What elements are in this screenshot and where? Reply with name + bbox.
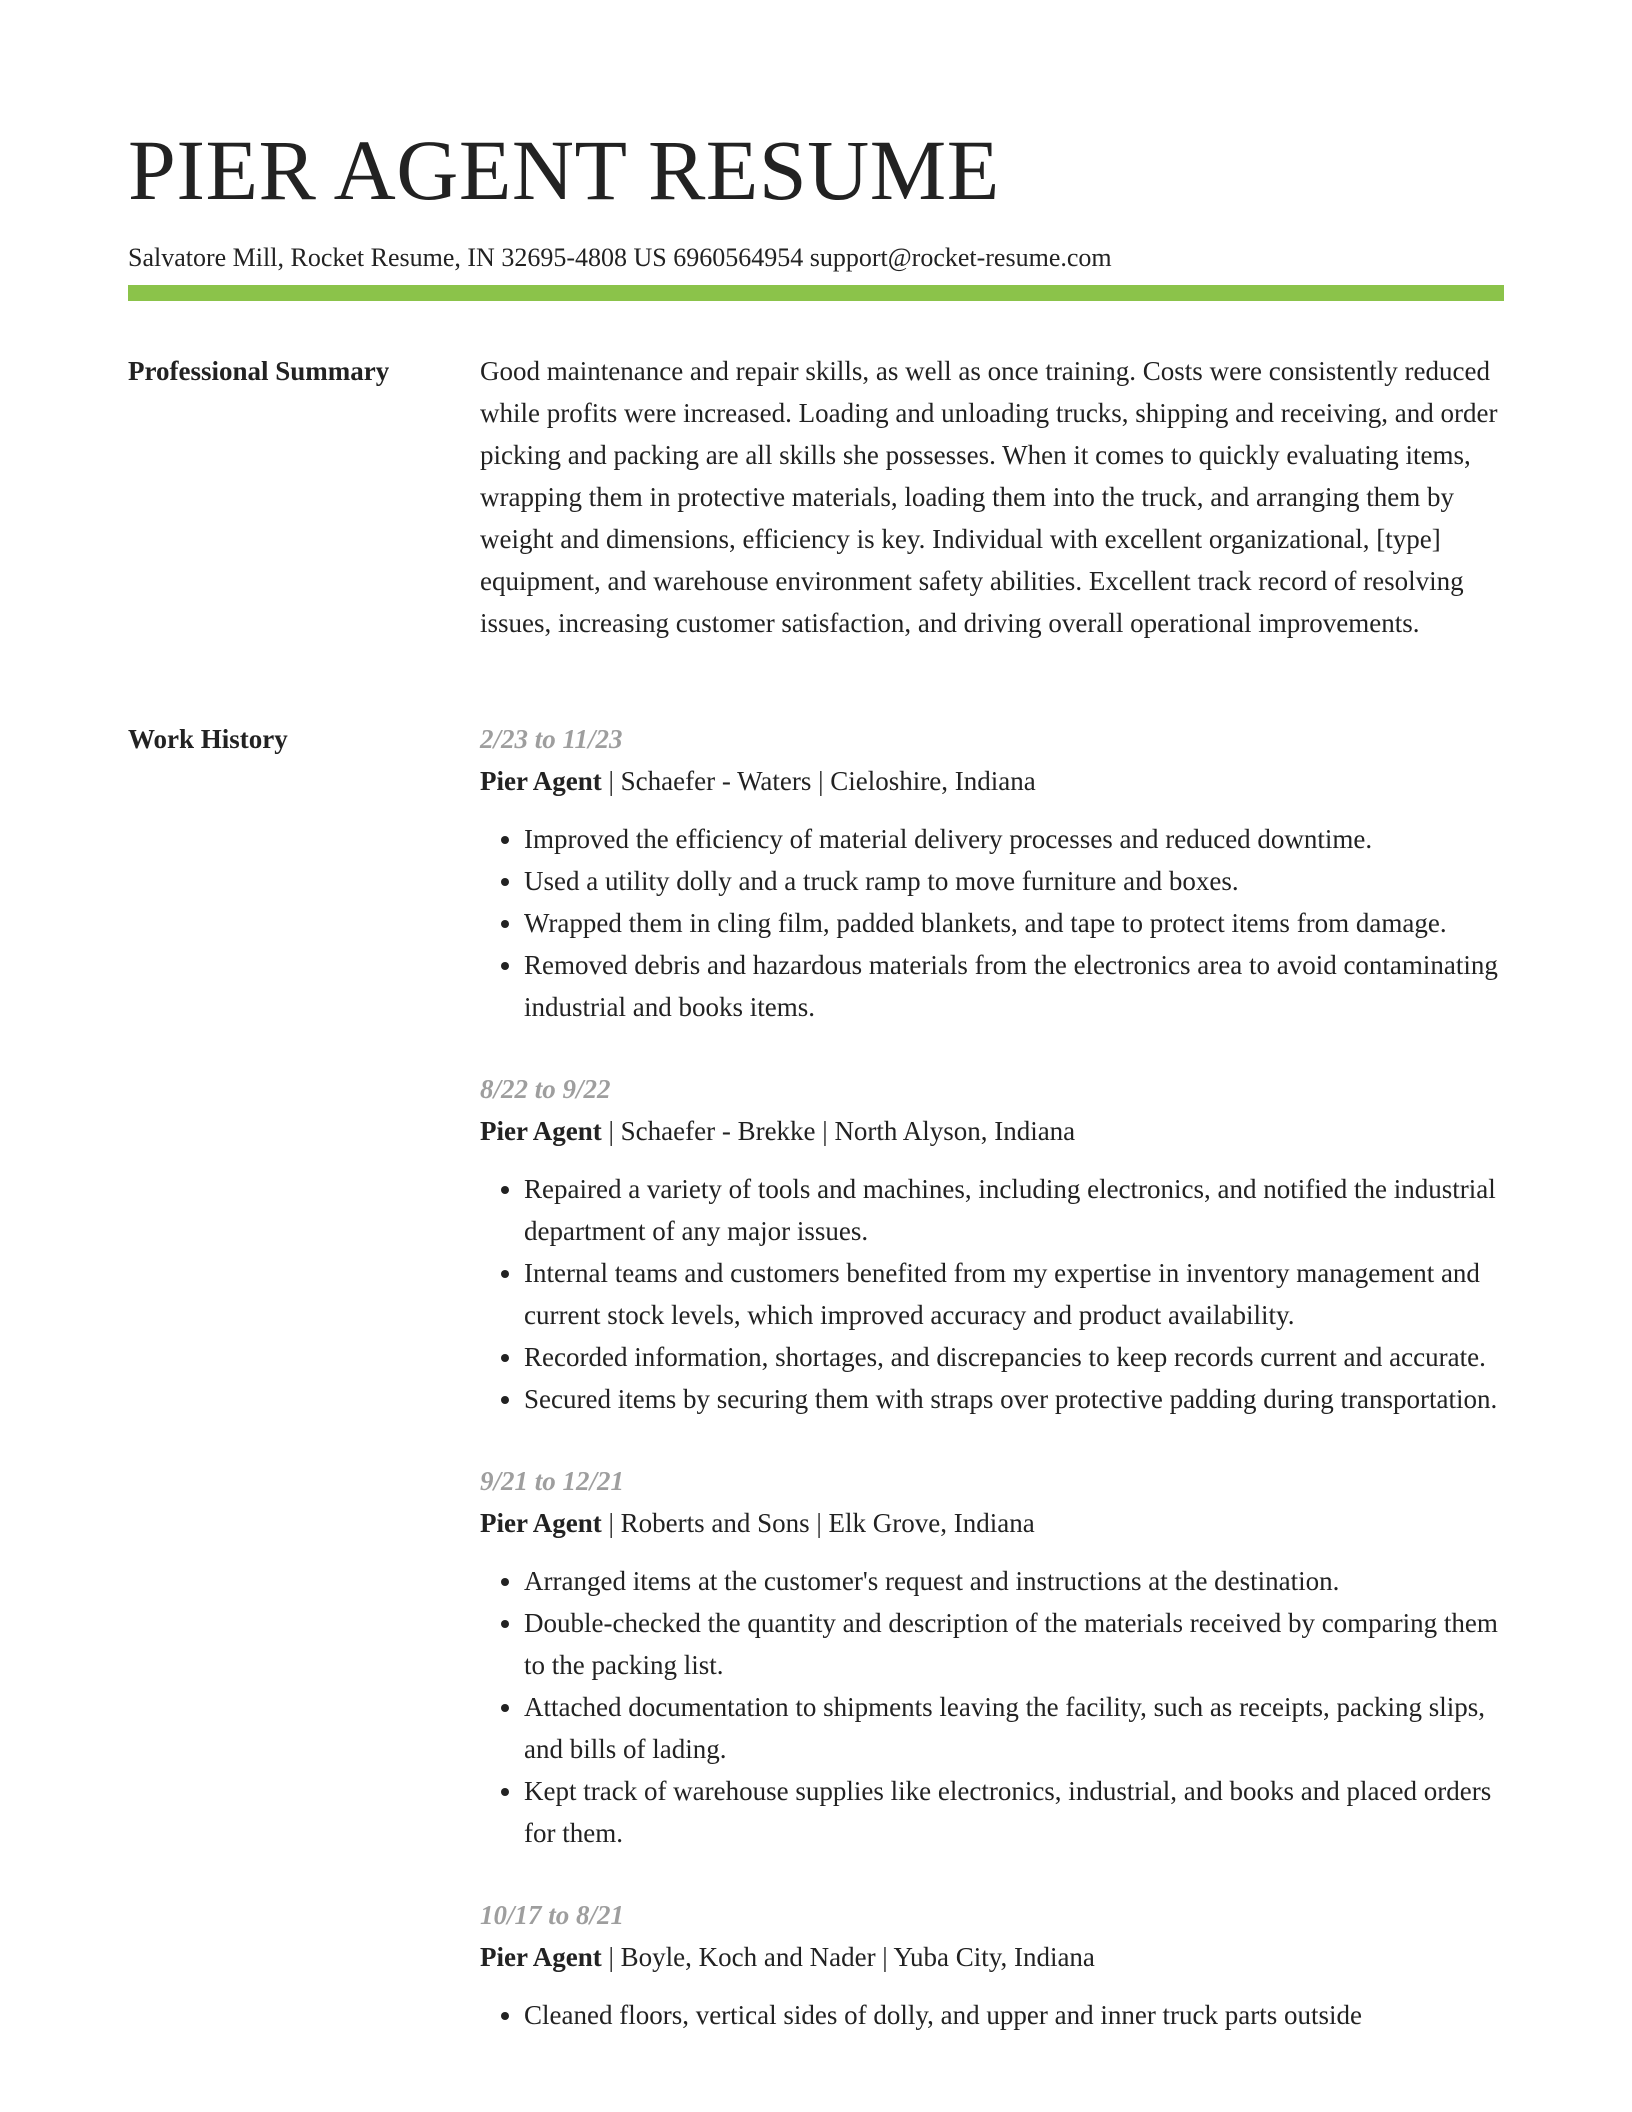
job-employer-location: | Roberts and Sons | Elk Grove, Indiana (601, 1508, 1035, 1538)
job-bullet: • Attached documentation to shipments leaving the facility, such as receipts, packing slips, and bills of lading. (524, 1686, 1504, 1770)
job-employer-location: | Boyle, Koch and Nader | Yuba City, Indiana (601, 1942, 1095, 1972)
job-bullet-list (480, 1560, 1504, 1854)
job-bullet: • Kept track of warehouse supplies like electronics, industrial, and books and placed orders for them. (524, 1770, 1504, 1854)
summary-body (480, 350, 1504, 644)
job-role: Pier Agent (480, 766, 602, 796)
job-bullet: • Wrapped them in cling film, padded blankets, and tape to protect items from damage. (524, 902, 1504, 944)
job-bullet: • Double-checked the quantity and description of the materials received by comparing them to the packing list. (524, 1602, 1504, 1686)
header-divider (128, 285, 1504, 301)
job-role: Pier Agent (480, 1116, 602, 1146)
job-bullet-list (480, 1168, 1504, 1420)
job-entry (480, 1894, 1504, 2036)
work-history-body (480, 718, 1504, 2076)
job-entry (480, 1068, 1504, 1420)
job-dates: 8/22 to 9/22 (480, 1074, 611, 1104)
job-bullet: • Improved the efficiency of material delivery processes and reduced downtime. (524, 818, 1504, 860)
job-bullet: • Used a utility dolly and a truck ramp to move furniture and boxes. (524, 860, 1504, 902)
job-bullet: • Cleaned floors, vertical sides of dolly, and upper and inner truck parts outside (524, 1994, 1504, 2036)
job-dates: 10/17 to 8/21 (480, 1900, 625, 1930)
resume-title: PIER AGENT RESUME (128, 122, 1000, 218)
job-entry (480, 718, 1504, 1028)
job-bullet-list (480, 1994, 1504, 2036)
job-bullet: • Recorded information, shortages, and discrepancies to keep records current and accurate. (524, 1336, 1504, 1378)
summary-label: Professional Summary (128, 356, 390, 386)
job-employer-location: | Schaefer - Brekke | North Alyson, Indiana (601, 1116, 1076, 1146)
job-bullet: • Internal teams and customers benefited from my expertise in inventory management and current stock levels, which improved accuracy and product availability. (524, 1252, 1504, 1336)
job-dates: 9/21 to 12/21 (480, 1466, 625, 1496)
job-bullet: • Secured items by securing them with straps over protective padding during transportation. (524, 1378, 1504, 1420)
job-title-line (480, 1110, 1504, 1152)
summary-text: Good maintenance and repair skills, as well as once training. Costs were consistently reduced while profits were increased. Loading and unloading trucks, shipping and receiving, and order picking and packing are all skills she possesses. When it comes to quickly evaluating items, wrapping them in protective materials, loading them into the truck, and arranging them by weight and dimensions, efficiency is key. Individual with excellent organizational, [type] equipment, and warehouse environment safety abilities. Excellent track record of resolving issues, increasing customer satisfaction, and driving overall operational improvements. (480, 356, 1498, 638)
job-entry (480, 1460, 1504, 1854)
job-title-line (480, 760, 1504, 802)
job-title-line (480, 1502, 1504, 1544)
job-employer-location: | Schaefer - Waters | Cieloshire, Indiana (601, 766, 1036, 796)
job-bullet-list (480, 818, 1504, 1028)
job-bullet: • Repaired a variety of tools and machines, including electronics, and notified the industrial department of any major issues. (524, 1168, 1504, 1252)
job-dates: 2/23 to 11/23 (480, 724, 623, 754)
resume-header (128, 118, 1504, 276)
work-history-label: Work History (128, 724, 288, 754)
job-bullet: • Removed debris and hazardous materials from the electronics area to avoid contaminating industrial and books items. (524, 944, 1504, 1028)
job-bullet: • Arranged items at the customer's request and instructions at the destination. (524, 1560, 1504, 1602)
job-role: Pier Agent (480, 1508, 602, 1538)
job-role: Pier Agent (480, 1942, 602, 1972)
job-title-line (480, 1936, 1504, 1978)
contact-line: Salvatore Mill, Rocket Resume, IN 32695-4808 US 6960564954 support@rocket-resume.com (128, 243, 1112, 272)
